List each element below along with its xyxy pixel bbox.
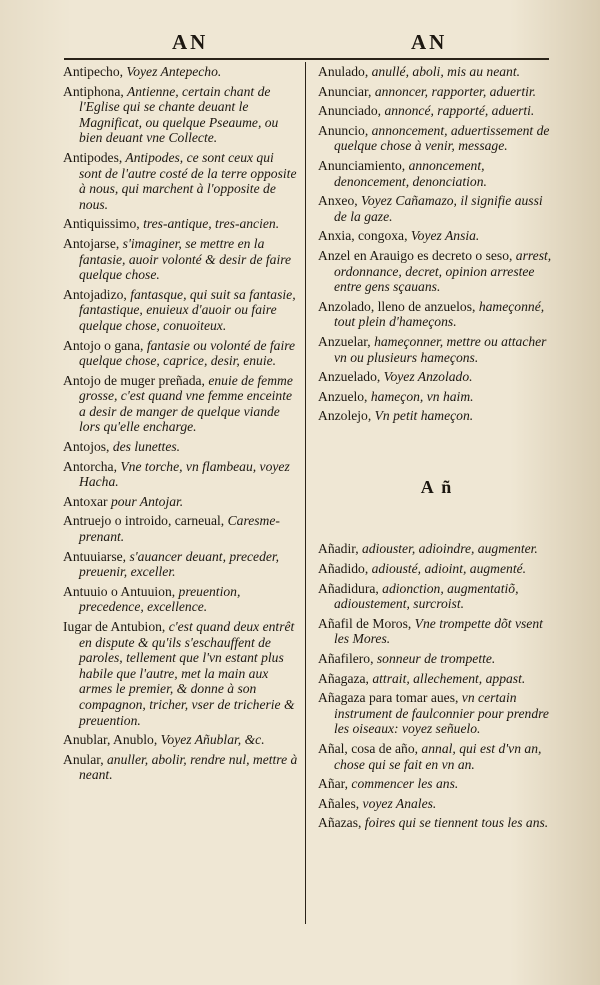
- dictionary-entry: [318, 103, 556, 119]
- headword: Antojadizo,: [63, 286, 127, 302]
- definition: adiousté, adioint, augmenté.: [368, 561, 527, 577]
- dictionary-entry: [63, 619, 299, 728]
- dictionary-entry: [63, 64, 299, 80]
- headword: Anzolado, lleno de anzuelos,: [318, 298, 476, 314]
- headword: Antojos,: [63, 439, 110, 455]
- headword: Añadir,: [318, 541, 359, 557]
- dictionary-entry: [63, 373, 299, 435]
- dictionary-entry: [318, 815, 556, 831]
- headword: Antojo o gana,: [63, 337, 144, 353]
- headword: Anublar, Anublo,: [63, 732, 158, 748]
- dictionary-entry: [318, 616, 556, 647]
- definition: des lunettes.: [109, 439, 181, 455]
- dictionary-entry: [318, 651, 556, 667]
- headword: Añafil de Moros,: [318, 615, 412, 631]
- definition: foires qui se tiennent tous les ans.: [361, 815, 549, 831]
- definition: annal, qui est d'vn an, chose qui se fait en vn an.: [334, 741, 542, 772]
- dictionary-entry: [63, 549, 299, 580]
- definition: pour Antojar.: [107, 493, 184, 509]
- dictionary-entry: [63, 439, 299, 455]
- dictionary-entry: [318, 581, 556, 612]
- headword: Antruejo o introido, carneual,: [63, 513, 225, 529]
- dictionary-entry: [63, 338, 299, 369]
- headword: Añal, cosa de año,: [318, 741, 419, 756]
- dictionary-entry: [318, 123, 556, 154]
- dictionary-entry: [318, 369, 556, 385]
- headword: Antiquissimo,: [63, 216, 140, 232]
- dictionary-entry: [318, 671, 556, 687]
- definition: hameçonné, tout plein d'hameçons.: [334, 298, 545, 330]
- definition: Voyez Anzolado.: [380, 369, 473, 385]
- definition: preuention, precedence, excellence.: [79, 583, 241, 615]
- definition: Vne trompette dõt vsent les Mores.: [334, 615, 543, 647]
- dictionary-entry: [318, 228, 556, 244]
- definition: adionction, augmentatiõ, adioustement, surcroist.: [334, 580, 519, 612]
- dictionary-entry: [63, 513, 299, 544]
- dictionary-entry: [63, 732, 299, 748]
- dictionary-entry: [318, 158, 556, 189]
- headword: Anzolejo,: [318, 408, 372, 424]
- headword: Antoxar: [63, 493, 108, 509]
- definition: attrait, allechement, appast.: [368, 670, 526, 686]
- dictionary-entry: [63, 752, 299, 783]
- headword: Anunciado,: [318, 103, 382, 119]
- dictionary-entry: [63, 84, 299, 146]
- headword: Anxia, congoxa,: [318, 228, 408, 244]
- dictionary-entry: [63, 150, 299, 212]
- definition: commencer les ans.: [348, 776, 459, 792]
- headword: Añadido,: [318, 561, 369, 577]
- headword: Anxeo,: [318, 193, 358, 209]
- running-header-left: AN: [172, 30, 209, 54]
- definition: fantasque, qui suit sa fantasie, fantastique, enuieux d'auoir ou faire quelque chose, conuoiteux.: [79, 286, 296, 333]
- headword: Antuuio o Antuuion,: [63, 583, 176, 599]
- column-divider: [305, 62, 306, 924]
- headword: Añagaza,: [318, 670, 369, 686]
- section-heading: A ñ: [420, 476, 454, 497]
- right-column: [318, 64, 556, 835]
- headword: Antipecho,: [63, 64, 124, 79]
- definition: sonneur de trompette.: [373, 651, 496, 667]
- dictionary-entry: [318, 741, 556, 772]
- definition: anullé, aboli, mis au neant.: [368, 64, 521, 79]
- headword: Antojo de muger preñada,: [63, 372, 205, 388]
- definition: s'imaginer, se mettre en la fantasie, auoir volonté & desir de faire quelque chose.: [79, 235, 292, 283]
- definition: hameçonner, mettre ou attacher vn ou plusieurs hameçons.: [334, 333, 547, 365]
- headword: Añadidura,: [318, 580, 379, 596]
- definition: Voyez Cañamazo, il signifie aussi de la gaze.: [334, 193, 543, 224]
- dictionary-entry: [318, 299, 556, 330]
- definition: vn certain instrument de faulconnier pour prendre les oiseaux: voyez señuelo.: [334, 690, 549, 737]
- dictionary-entry: [63, 287, 299, 334]
- definition: arrest, ordonnance, decret, opinion arrestee entre gens sçauans.: [334, 247, 552, 295]
- headword: Anzuelado,: [318, 369, 381, 385]
- headword: Antorcha,: [63, 458, 117, 474]
- headword: Antiphona,: [63, 83, 124, 99]
- left-column: [63, 64, 299, 787]
- dictionary-entry: [318, 408, 556, 424]
- headword: Anzuelo,: [318, 388, 368, 404]
- dictionary-entry: [318, 796, 556, 812]
- headword: Iugar de Antubion,: [63, 619, 166, 634]
- definition: tres-antique, tres-ancien.: [139, 216, 280, 232]
- headword: Anzel en Arauigo es decreto o seso,: [318, 247, 513, 263]
- headword: Antojarse,: [63, 235, 120, 251]
- headword: Anunciar,: [318, 83, 372, 99]
- definition: annoncé, rapporté, aduerti.: [381, 103, 535, 119]
- definition: Caresme-prenant.: [79, 513, 280, 545]
- definition: Voyez Antepecho.: [123, 64, 222, 79]
- headword: Anular,: [63, 751, 104, 767]
- definition: annoncement, denoncement, denonciation.: [334, 157, 487, 189]
- dictionary-entry: [318, 64, 556, 80]
- definition: anuller, abolir, rendre nul, mettre à neant.: [79, 751, 298, 783]
- dictionary-entry: [63, 459, 299, 490]
- definition: annoncer, rapporter, aduertir.: [371, 83, 537, 99]
- headword: Antuuiarse,: [63, 548, 127, 564]
- headword: Añagaza para tomar aues,: [318, 690, 459, 706]
- headword: Anulado,: [318, 64, 369, 79]
- dictionary-entry: [318, 389, 556, 405]
- dictionary-entry: [63, 494, 299, 510]
- headword: Antipodes,: [63, 149, 123, 165]
- dictionary-entry: [318, 334, 556, 365]
- dictionary-entry: [318, 248, 556, 295]
- headword: Añazas,: [318, 815, 362, 831]
- dictionary-entry: [63, 236, 299, 283]
- definition: Vn petit hameçon.: [371, 408, 474, 424]
- definition: Voyez Añublar, &c.: [157, 732, 265, 748]
- header-rule: [64, 58, 549, 60]
- headword: Anzuelar,: [318, 333, 371, 349]
- definition: adiouster, adioindre, augmenter.: [358, 541, 538, 557]
- definition: Antienne, certain chant de l'Eglise qui se chante deuant le Magnificat, ou quelque Pseaume, ou bien deuant vne Collecte.: [79, 83, 279, 146]
- definition: voyez Anales.: [359, 795, 437, 811]
- dictionary-entry: [63, 216, 299, 232]
- headword: Añales,: [318, 795, 360, 811]
- headword: Añar,: [318, 776, 349, 792]
- definition: fantasie ou volonté de faire quelque chose, caprice, desir, enuie.: [79, 337, 296, 369]
- definition: annoncement, aduertissement de quelque chose à venir, message.: [334, 122, 550, 154]
- headword: Añafilero,: [318, 651, 374, 667]
- definition: c'est quand deux entrêt en dispute & qu'ils s'eschauffent de paroles, tellement que l'vn estant plus habile que l'autre, met la main aux armes le premier, & donne à son compagnon, tricher, vser de tricherie & preuention.: [79, 619, 295, 728]
- dictionary-entry: [318, 193, 556, 224]
- definition: enuie de femme grosse, c'est quand vne femme enceinte a desir de manger de quelque viande lors qu'elle encharge.: [79, 372, 293, 435]
- dictionary-entry: [318, 541, 556, 557]
- dictionary-entry: [63, 584, 299, 615]
- dictionary-entry: [318, 84, 556, 100]
- dictionary-entry: [318, 690, 556, 737]
- definition: s'auancer deuant, preceder, preuenir, exceller.: [79, 548, 280, 580]
- running-header-right: AN: [411, 30, 448, 54]
- definition: Antipodes, ce sont ceux qui sont de l'autre costé de la terre opposite à nous, qui marchent à l'opposite de nous.: [79, 149, 297, 212]
- dictionary-entry: [318, 776, 556, 792]
- headword: Anunciamiento,: [318, 157, 406, 173]
- definition: Vne torche, vn flambeau, voyez Hacha.: [79, 458, 290, 490]
- definition: hameçon, vn haim.: [367, 388, 474, 404]
- headword: Anuncio,: [318, 122, 369, 138]
- definition: Voyez Ansia.: [407, 228, 480, 244]
- dictionary-entry: [318, 561, 556, 577]
